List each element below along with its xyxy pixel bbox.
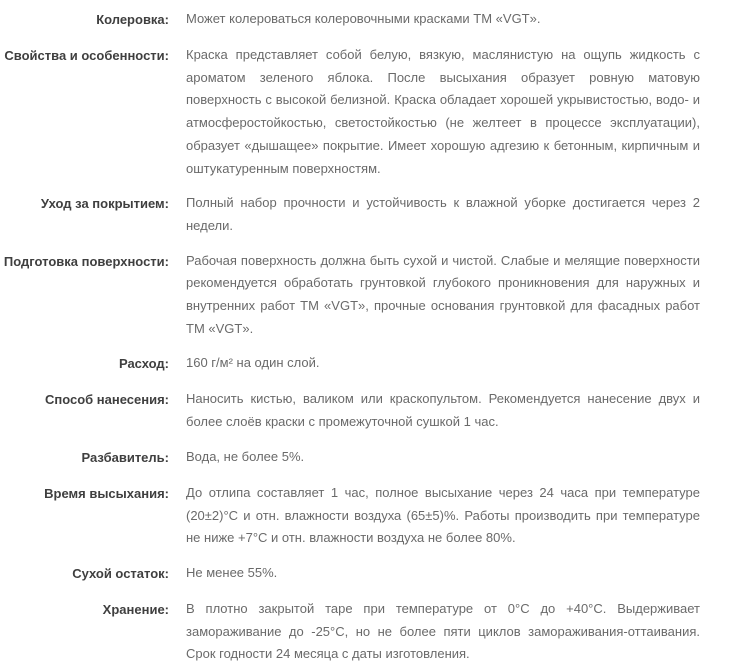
spec-row-drying-time (0, 482, 732, 550)
spec-value (186, 482, 700, 550)
spec-label: Время высыхания: (44, 485, 169, 501)
spec-value-text: Наносить кистью, валиком или краскопультом. Рекомендуется нанесение двух и более слоёв краски с промежуточной сушкой 1 час. (186, 391, 700, 430)
spec-row-consumption (0, 352, 732, 376)
spec-row-thinner (0, 446, 732, 470)
spec-value (186, 562, 700, 585)
spec-value (186, 250, 700, 341)
spec-label: Хранение: (102, 601, 169, 617)
spec-value-text: Краска представляет собой белую, вязкую, маслянистую на ощупь жидкость с ароматом зеленого яблока. После высыхания образует ровную матовую поверхность с высокой белизной. Краска обладает хорошей укрывистостью, водо- и атмосферостойкостью, светостойкостью (не желтеет в процессе эксплуатации), образует «дышащее» покрытие. Имеет хорошую адгезию к бетонным, кирпичным и оштукатуренным поверхностям. (186, 47, 700, 176)
spec-row-storage (0, 598, 732, 666)
spec-value (186, 8, 700, 31)
spec-value (186, 598, 700, 666)
spec-value-text: Может колероваться колеровочными красками ТМ «VGT». (186, 11, 541, 26)
spec-value (186, 352, 700, 375)
spec-value-text: 160 г/м² на один слой. (186, 355, 320, 371)
spec-row-application (0, 388, 732, 433)
spec-value (186, 446, 700, 469)
spec-value (186, 44, 700, 180)
spec-label: Свойства и особенности: (4, 48, 169, 63)
spec-value-text: Вода, не более 5%. (186, 448, 305, 464)
spec-row-care (0, 192, 732, 237)
spec-value (186, 192, 700, 237)
spec-label: Колеровка: (96, 12, 169, 27)
spec-label: Подготовка поверхности: (3, 253, 169, 269)
spec-label: Способ нанесения: (44, 392, 169, 408)
spec-value-text: До отлипа составляет 1 час, полное высыхание через 24 часа при температуре (20±2)°С и отн. влажности воздуха (65±5)%. Работы производить при температуре не ниже +7°С и отн. влажности воздуха не более 80%. (186, 484, 700, 546)
spec-value-text: Рабочая поверхность должна быть сухой и чистой. Слабые и мелящие поверхности рекомендуется обработать грунтовкой глубокого проникновения для наружных и внутренних работ ТМ «VGT», прочные основания грунтовкой для фасадных работ ТМ «VGT». (186, 252, 700, 336)
spec-label: Сухой остаток: (72, 565, 169, 581)
spec-row-coloring (0, 8, 732, 32)
spec-label: Уход за покрытием: (40, 196, 169, 212)
spec-value-text: В плотно закрытой таре при температуре от 0°С до +40°С. Выдерживает замораживание до -25°С, но не более пяти циклов замораживания-оттаивания. Срок годности 24 месяца с даты изготовления. (186, 600, 700, 662)
spec-value-text: Полный набор прочности и устойчивость к влажной уборке достигается через 2 недели. (186, 195, 700, 233)
spec-row-surface-prep (0, 250, 732, 341)
spec-row-dry-residue (0, 562, 732, 586)
spec-label: Расход: (118, 356, 169, 372)
spec-value (186, 388, 700, 433)
spec-row-properties (0, 44, 732, 180)
spec-label: Разбавитель: (81, 449, 169, 465)
spec-value-text: Не менее 55%. (186, 564, 278, 580)
